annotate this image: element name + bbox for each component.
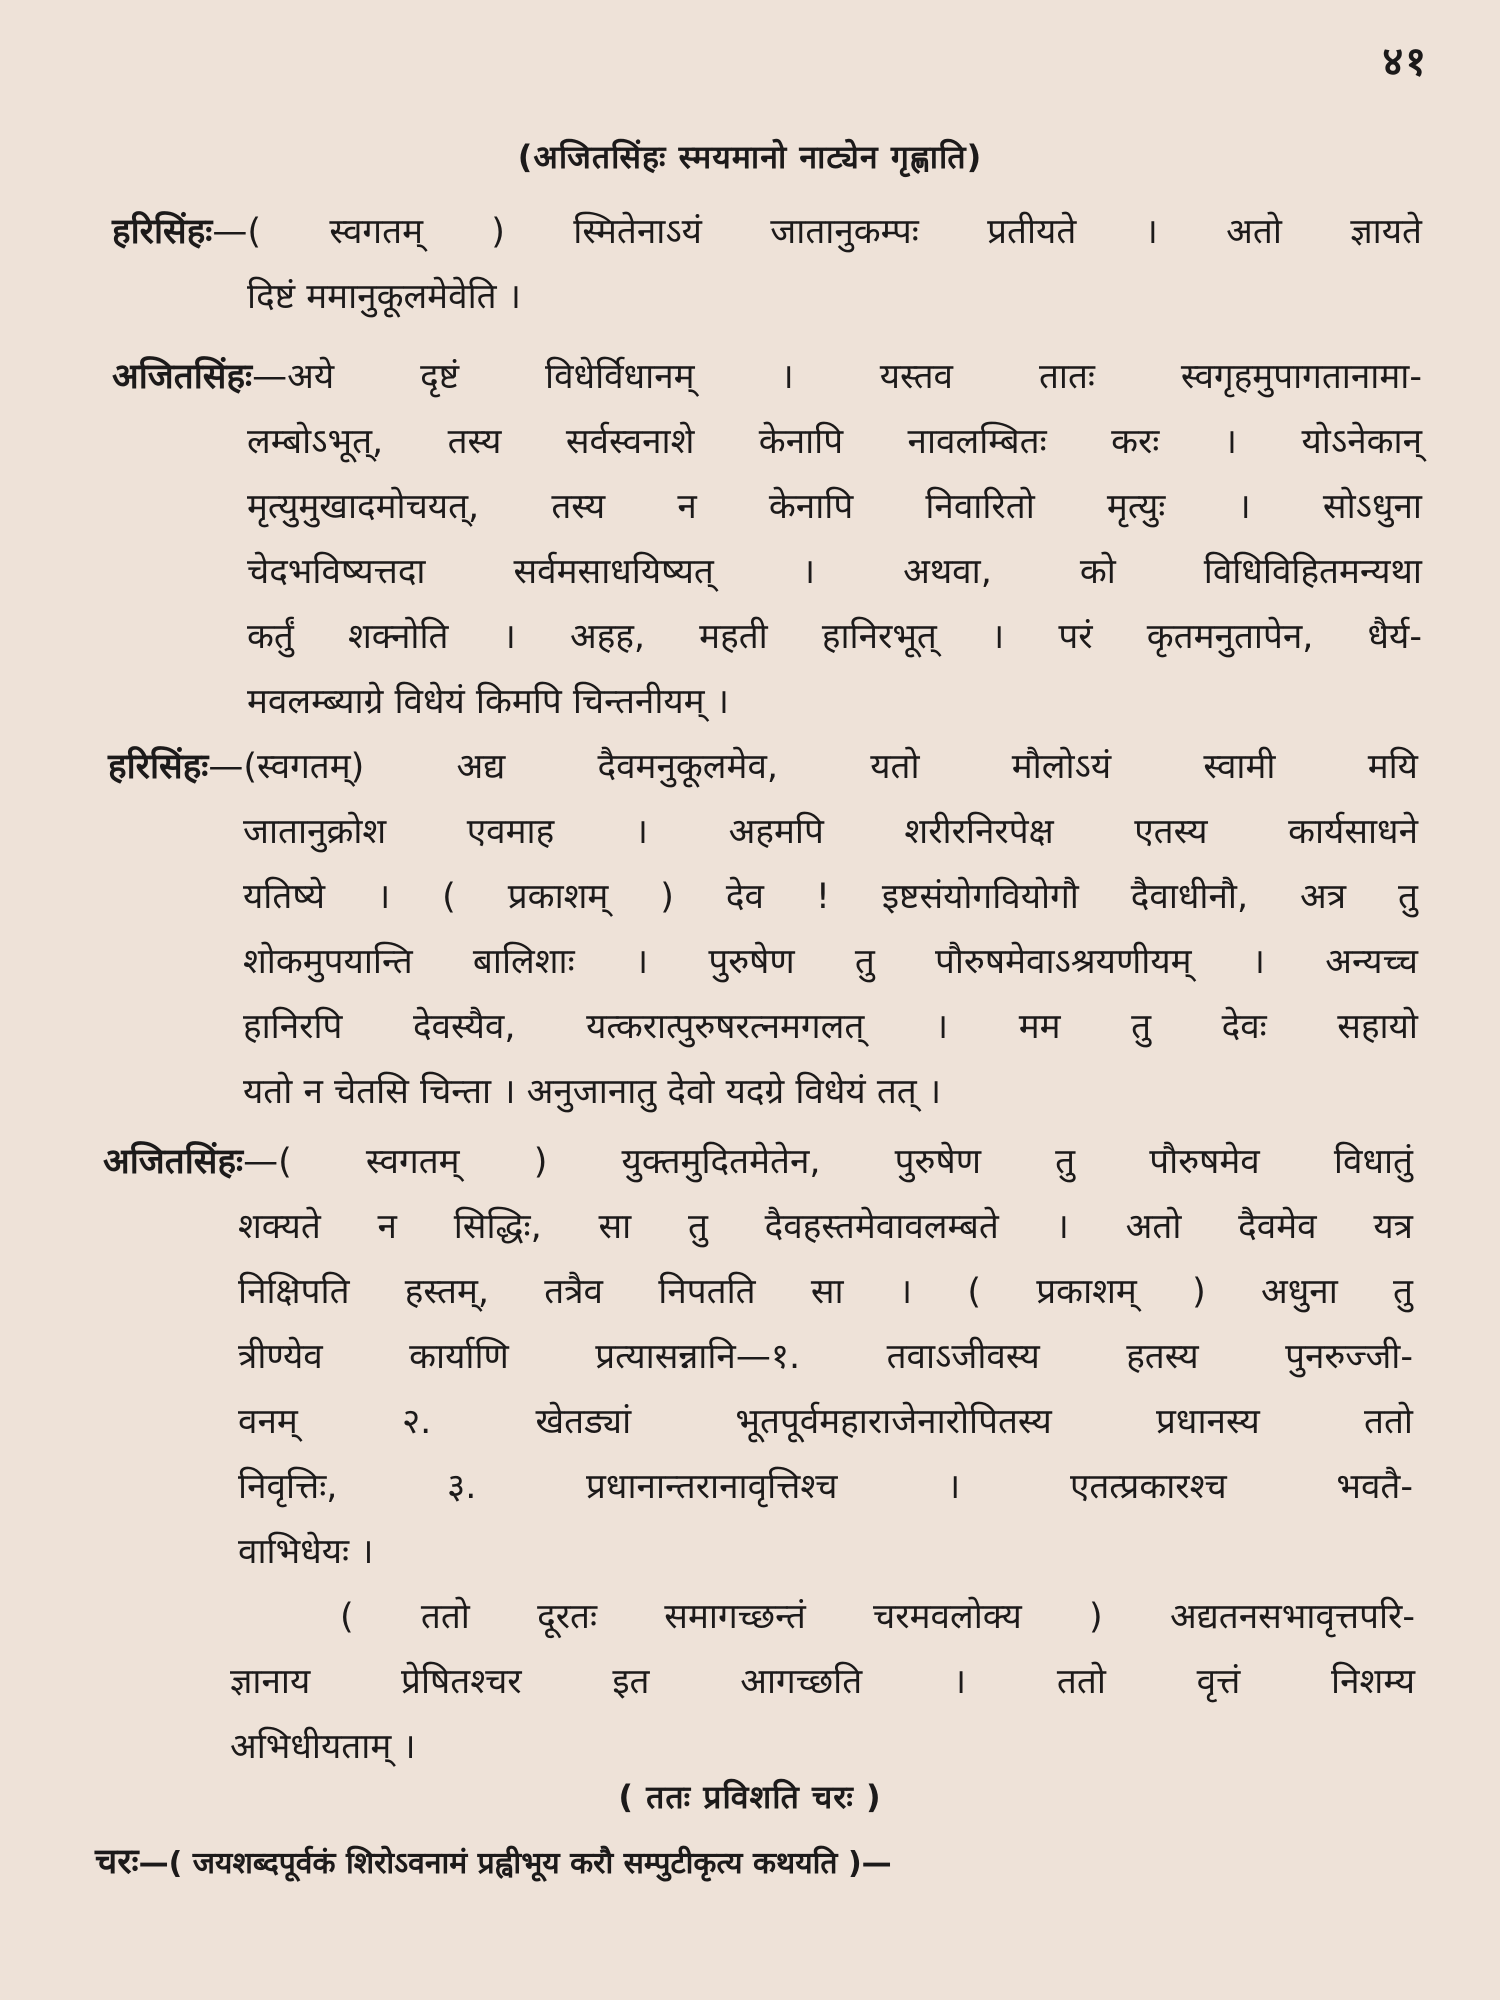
- speech-line: शोकमुपयान्ति बालिशाः । पुरुषेण तु पौरुषमेवाऽश्रयणीयम् । अन्यच्च: [243, 942, 1418, 982]
- speech-line: यतो न चेतसि चिन्ता । अनुजानातु देवो यदग्रे विधेयं तत् ।: [243, 1072, 942, 1112]
- speaker-name: अजितसिंहः: [112, 357, 253, 397]
- speaker-name: हरिसिंहः: [112, 212, 213, 252]
- speech-line: निवृत्तिः, ३. प्रधानान्तरानावृत्तिश्च । एतत्प्रकारश्च भवतै-: [238, 1467, 1413, 1507]
- speech-line: लम्बोऽभूत्, तस्य सर्वस्वनाशे केनापि नावलम्बितः करः । योऽनेकान्: [247, 422, 1422, 462]
- speech-chara: [95, 1830, 1405, 1896]
- speech-line: —(स्वगतम्) अद्य दैवमनुकूलमेव, यतो मौलोऽयं स्वामी मयि: [208, 747, 1418, 787]
- speech-line: वाभिधेयः ।: [238, 1532, 374, 1572]
- speech-line: चेदभविष्यत्तदा सर्वमसाधयिष्यत् । अथवा, को विधिविहितमन्यथा: [247, 552, 1422, 592]
- speech-line: जातानुक्रोश एवमाह । अहमपि शरीरनिरपेक्ष एतस्य कार्यसाधने: [243, 812, 1418, 852]
- paragraph-line: ( ततो दूरतः समागच्छन्तं चरमवलोक्य ) अद्यतनसभावृत्तपरि-: [340, 1597, 1415, 1637]
- speech-line: दिष्टं ममानुकूलमेवेति ।: [247, 277, 521, 317]
- speech-line: —( स्वगतम् ) स्मितेनाऽयं जातानुकम्पः प्रतीयते । अतो ज्ञायते: [212, 212, 1422, 252]
- paragraph-line: ज्ञानाय प्रेषितश्चर इत आगच्छति । ततो वृत्तं निशम्य: [230, 1662, 1415, 1702]
- speech-line: वनम् २. खेतड्यां भूतपूर्वमहाराजेनारोपितस्य प्रधानस्य ततो: [238, 1402, 1413, 1442]
- speech-line: —( स्वगतम् ) युक्तमुदितमेतेन, पुरुषेण तु पौरुषमेव विधातुं: [243, 1142, 1413, 1182]
- speech-ajitsimha-2: [103, 1130, 1413, 1585]
- page-number: ४१: [1382, 39, 1428, 85]
- speech-line: यतिष्ये । ( प्रकाशम् ) देव ! इष्टसंयोगवियोगौ दैवाधीनौ, अत्र तु: [243, 877, 1418, 917]
- speech-line: मवलम्ब्याग्रे विधेयं किमपि चिन्तनीयम् ।: [247, 682, 730, 722]
- speech-harisimha-1: [112, 200, 1422, 330]
- speech-line: निक्षिपति हस्तम्, तत्रैव निपतति सा । ( प्रकाशम् ) अधुना तु: [238, 1272, 1413, 1312]
- speaker-name: अजितसिंहः: [103, 1142, 244, 1182]
- paragraph-line: अभिधीयताम् ।: [230, 1727, 416, 1767]
- speech-line: हानिरपि देवस्यैव, यत्करात्पुरुषरत्नमगलत् । मम तु देवः सहायो: [243, 1007, 1418, 1047]
- speech-line: मृत्युमुखादमोचयत्, तस्य न केनापि निवारितो मृत्युः । सोऽधुना: [247, 487, 1422, 527]
- indented-paragraph: [230, 1585, 1415, 1780]
- speech-ajitsimha-1: [112, 345, 1422, 735]
- speech-harisimha-2: [108, 735, 1418, 1125]
- speech-line: शक्यते न सिद्धिः, सा तु दैवहस्तमेवावलम्बते । अतो दैवमेव यत्र: [238, 1207, 1413, 1247]
- stage-direction: (अजितसिंहः स्मयमानो नाट्येन गृह्णाति): [517, 138, 983, 176]
- speaker-name: हरिसिंहः: [108, 747, 209, 787]
- speech-line: —अये दृष्टं विधेर्विधानम् । यस्तव तातः स्वगृहमुपागतानामा-: [252, 357, 1422, 397]
- speaker-name: चरः: [95, 1842, 139, 1882]
- speech-line: —( जयशब्दपूर्वकं शिरोऽवनामं प्रह्वीभूय करौ सम्पुटीकृत्य कथयति )—: [138, 1846, 892, 1881]
- stage-direction: ( ततः प्रविशति चरः ): [618, 1778, 882, 1816]
- speech-line: त्रीण्येव कार्याणि प्रत्यासन्नानि—१. तवाऽजीवस्य हतस्य पुनरुज्जी-: [238, 1337, 1413, 1377]
- speech-line: कर्तुं शक्नोति । अहह, महती हानिरभूत् । परं कृतमनुतापेन, धैर्य-: [247, 617, 1422, 657]
